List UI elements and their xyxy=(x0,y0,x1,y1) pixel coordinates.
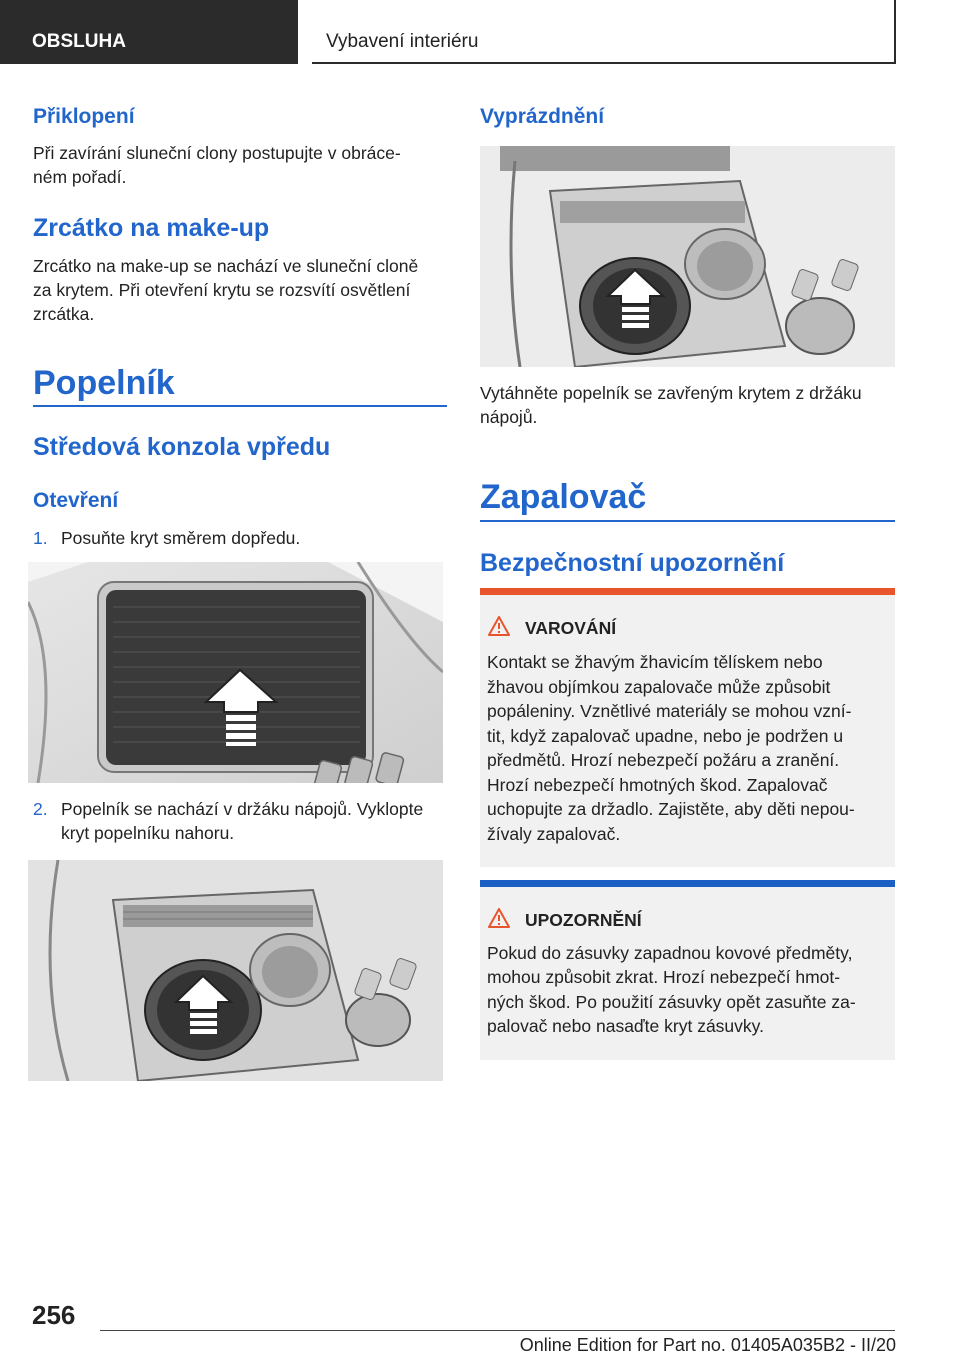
step-2 xyxy=(33,797,453,847)
ashtray-cover-illustration xyxy=(28,562,443,783)
step-1 xyxy=(33,526,447,550)
warning-box xyxy=(480,595,895,867)
priklopeni-heading: Přiklopení xyxy=(33,105,135,128)
section-tab: OBSLUHA xyxy=(0,0,298,64)
caution-line-3: ných škod. Po použití zásuvky opět zasuňte za‐ xyxy=(487,992,856,1012)
step-1-text: Posuňte kryt směrem dopředu. xyxy=(61,528,301,548)
page-number: 256 xyxy=(32,1300,76,1330)
warning-line-4: tit, když zapalovač upadne, nebo je podržen u xyxy=(487,726,844,746)
ashtray-heading-rule xyxy=(33,405,447,407)
open-heading: Otevření xyxy=(33,489,119,512)
warning-line-3: popáleniny. Vznětlivé materiály se mohou vzní‐ xyxy=(487,701,852,721)
caution-line-1: Pokud do zásuvky zapadnou kovové předměty, xyxy=(487,943,853,963)
chapter-title: Vybavení interiéru xyxy=(312,0,896,64)
mirror-text-line-2: za krytem. Při otevření krytu se rozsvítí osvětlení xyxy=(33,280,411,300)
caution-title: UPOZORNĚNÍ xyxy=(525,910,642,930)
warning-title: VAROVÁNÍ xyxy=(525,618,617,638)
empty-text-line-1: Vytáhněte popelník se zavřeným krytem z držáku xyxy=(480,383,862,403)
caution-triangle-icon xyxy=(488,908,510,928)
step-2-number: 2. xyxy=(33,799,48,819)
mirror-text-line-3: zrcátka. xyxy=(33,304,95,324)
lighter-heading: Zapalovač xyxy=(480,478,647,516)
empty-text-line-2: nápojů. xyxy=(480,407,538,427)
warning-line-1: Kontakt se žhavým žhavicím tělískem nebo xyxy=(487,652,823,672)
warning-line-5: předmětů. Hrozí nebezpečí požáru a zranění. xyxy=(487,750,840,770)
caution-line-4: palovač nebo nasaďte kryt zásuvky. xyxy=(487,1016,764,1036)
warning-line-8: žívaly zapalovač. xyxy=(487,824,621,844)
console-heading: Středová konzola vpředu xyxy=(33,433,331,461)
mirror-heading: Zrcátko na make-up xyxy=(33,214,270,242)
ashtray-heading: Popelník xyxy=(33,364,175,402)
footer-rule xyxy=(100,1330,895,1331)
warning-line-7: uchopujte za držadlo. Zajistěte, aby děti nepou‐ xyxy=(487,799,855,819)
safety-heading: Bezpečnostní upozornění xyxy=(480,549,785,577)
warning-line-6: Hrozí nebezpečí hmotných škod. Zapalovač xyxy=(487,775,828,795)
priklopeni-text-line-2: ném pořadí. xyxy=(33,167,127,187)
step-2-text-line-1: Popelník se nachází v držáku nápojů. Vyklopte xyxy=(61,799,424,819)
lighter-heading-rule xyxy=(480,520,895,522)
priklopeni-text-line-1: Při zavírání sluneční clony postupujte v obráce‐ xyxy=(33,143,401,163)
caution-box xyxy=(480,887,895,1060)
warning-line-2: žhavou objímkou zapalovače může způsobit xyxy=(487,677,831,697)
warning-bar xyxy=(480,588,895,595)
ashtray-removal-illustration xyxy=(480,146,895,367)
edition-footer: Online Edition for Part no. 01405A035B2 - II/20 xyxy=(519,1335,896,1355)
ashtray-in-cupholder-illustration xyxy=(28,860,443,1081)
step-2-text-line-2: kryt popelníku nahoru. xyxy=(61,823,235,843)
caution-line-2: mohou způsobit zkrat. Hrozí nebezpečí hmot‐ xyxy=(487,967,841,987)
empty-heading: Vyprázdnění xyxy=(480,105,605,128)
caution-bar xyxy=(480,880,895,887)
mirror-text-line-1: Zrcátko na make-up se nachází ve sluneční cloně xyxy=(33,256,419,276)
step-1-number: 1. xyxy=(33,528,48,548)
warning-triangle-icon xyxy=(488,616,510,636)
